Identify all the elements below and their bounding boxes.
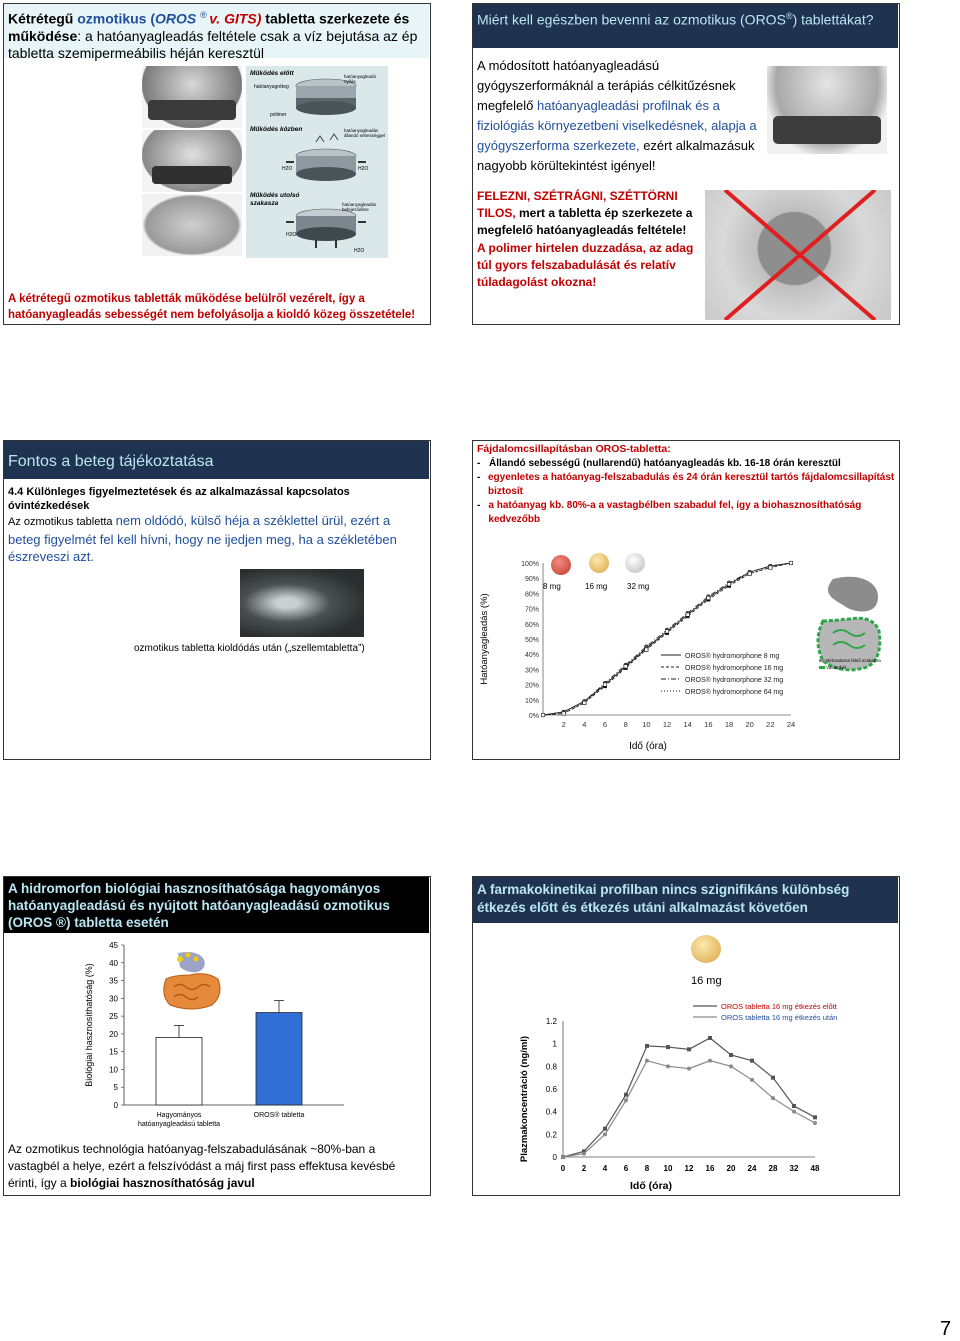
slide-oros-structure (3, 3, 431, 325)
oros-diagram (246, 66, 388, 258)
plasma-concentration-chart (481, 993, 891, 1193)
para-highlight: hatóanyagleadási profilnak és a fiziológiás környezetbeni viselkedésnek, alapja a gyógyszerforma szerkezete, (477, 98, 757, 153)
title-part: Kétrétegű (8, 10, 78, 27)
legend-label: OROS tabletta 16 mg étkezés előtt (721, 1002, 837, 1011)
ghost-tablet-photo (240, 569, 364, 637)
tablet-cross-section-photo (767, 66, 887, 154)
slide-release-profile (472, 440, 900, 760)
title-part: működése (8, 27, 78, 44)
slide1-footer: A kétrétegű ozmotikus tabletták működése belülről vezérelt, így a hatóanyagleadás sebességét nem befolyásolja a kioldó közeg összetétele! (8, 293, 416, 321)
data-point (666, 1064, 670, 1068)
stage-label-before: Működés előtt (250, 70, 294, 77)
para-part: A módosított hatóanyagleadású gyógyszerformáknál a terápiás célkitűzésnek megfelelő (477, 58, 736, 113)
y-tick-label: 15 (109, 1047, 118, 1057)
series-line (563, 1061, 815, 1157)
stage-during-tablet (286, 134, 369, 181)
title-part: v. GITS) (209, 10, 262, 27)
y-tick-label: 0.2 (545, 1130, 557, 1140)
organ-legend (819, 657, 881, 671)
data-point (603, 683, 606, 686)
y-tick-label: 100% (521, 561, 539, 568)
body-part: Az ozmotikus tabletta (8, 516, 116, 528)
warning-no-split (477, 188, 697, 239)
data-point (708, 1059, 712, 1063)
bullet-item: - a hatóanyag kb. 80%-a a vastagbélben szabadul fel, így a biohasznosíthatóság kedvezőbb (477, 499, 895, 527)
tablet-photo-end (142, 194, 242, 256)
data-point (727, 583, 730, 586)
x-tick-label: 32 (789, 1164, 799, 1173)
y-tick-label: 30 (109, 994, 118, 1004)
tablet-dose-label: 16 mg (691, 975, 722, 987)
data-point (603, 1132, 607, 1136)
y-tick-label: 0.6 (545, 1085, 557, 1094)
data-point (624, 665, 627, 668)
x-tick-label: 2 (581, 1164, 587, 1173)
x-tick-label: 6 (602, 720, 608, 729)
x-tick-label: 10 (642, 720, 651, 729)
y-tick-label: 20 (109, 1029, 118, 1039)
x-tick-label: 10 (663, 1164, 673, 1173)
slide5-footer (8, 1141, 426, 1192)
section-title: Különleges figyelmeztetések és az alkalmazással kapcsolatos óvintézkedések (8, 486, 350, 512)
water-label: H2O (354, 248, 365, 254)
y-tick-label: 0.4 (545, 1107, 557, 1117)
x-tick-label: 12 (662, 720, 672, 729)
y-tick-label: 0% (528, 713, 539, 720)
section-heading (8, 485, 426, 513)
data-point (687, 1067, 691, 1071)
y-tick-label: 90% (524, 576, 539, 584)
stage-end-tablet (286, 209, 366, 248)
label-release-constant: hatóanyagleadás állandó sebességgel (344, 128, 386, 138)
data-point (624, 1098, 628, 1102)
water-label: H2O (286, 232, 297, 238)
y-tick-label: 0 (113, 1101, 118, 1110)
legend-item (819, 657, 881, 664)
x-axis-label: Idő (óra) (629, 741, 667, 752)
tablet-8mg (551, 555, 571, 575)
x-tick-label: 16 (704, 720, 713, 729)
legend-label: OROS® hydromorphone 8 mg (685, 653, 780, 660)
legend-text: Vastagbél (826, 665, 846, 670)
category-label: hatóanyagleadású tabletta (137, 1121, 221, 1128)
y-tick-label: 0 (552, 1153, 557, 1162)
title-part: tabletta szerkezete és (261, 10, 410, 27)
warning-part: mert a tabletta ép szerkezete a megfelelő hatóanyagleadás feltétele! (477, 206, 693, 237)
legend-label: OROS® hydromorphone 16 mg (685, 665, 784, 672)
data-point (561, 1155, 565, 1159)
y-tick-label: 40 (109, 958, 118, 968)
slide2-title (473, 4, 898, 48)
slide2-paragraph (477, 56, 759, 176)
y-tick-label: 40% (524, 652, 539, 660)
label-opening: hatóanyagleadó nyílás (344, 74, 377, 84)
data-point (687, 1047, 691, 1051)
title-part: Miért kell egészben bevenni az ozmotikus (OROS (477, 11, 786, 28)
y-tick-label: 45 (109, 941, 118, 950)
x-tick-label: 20 (726, 1164, 736, 1173)
broken-tablet-photo (705, 190, 891, 320)
x-tick-label: 8 (644, 1164, 650, 1173)
data-point (665, 630, 668, 633)
x-tick-label: 48 (810, 1164, 820, 1173)
section-number: 4.4 (8, 486, 24, 498)
data-point (582, 1152, 586, 1156)
data-point (813, 1121, 817, 1125)
registered-mark: ® (785, 11, 793, 21)
bullet-text: egyenletes a hatóanyag-felszabadulás és 24 órán keresztül tartós fájdalomcsillapítást biztosít (488, 472, 895, 497)
y-tick-label: 5 (113, 1083, 118, 1093)
data-point (708, 1036, 712, 1040)
data-point (583, 701, 586, 704)
data-point (624, 1093, 628, 1097)
body-highlight: nem oldódó, külső héja a széklettel ürül, ezért a beteg figyelmét fel kell hívni, hogy ne ijedjen meg, ha a székletében észreveszi azt. (8, 513, 397, 564)
tablet-photo-during (142, 130, 242, 192)
slide-why-whole (472, 3, 900, 325)
legend-label: OROS® hydromorphone 32 mg (685, 677, 784, 684)
label-release-end: hatóanyagleadás befejeződése (342, 202, 377, 212)
data-point (686, 613, 689, 616)
slide-bioavailability (3, 876, 431, 1196)
data-point (813, 1115, 817, 1119)
section-body (8, 512, 426, 565)
data-point (666, 1045, 670, 1049)
data-point (771, 1076, 775, 1080)
warning-part: FELEZNI, SZÉTRÁGNI, SZÉTTÖRNI TILOS, (477, 189, 678, 220)
x-tick-label: 24 (747, 1164, 757, 1173)
category-label: Hagyományos (156, 1112, 202, 1119)
legend-text: Bélcsatorna felső szakasza (826, 658, 881, 663)
y-tick-label: 25 (109, 1012, 118, 1022)
ghost-tablet-caption: ozmotikus tabletta kioldódás után („szellemtabletta”) (134, 643, 365, 654)
title-part: OROS (155, 10, 201, 27)
warning-polymer: A polimer hirtelen duzzadása, az adag túl gyors felszabadulását és relatív túladagolást okozna! (477, 241, 694, 289)
x-tick-label: 6 (623, 1164, 629, 1173)
x-tick-label: 2 (561, 720, 566, 729)
y-axis-label: Plazmakoncentráció (ng/ml) (519, 1035, 530, 1163)
bullet-item: - Állandó sebességű (nullarendű) hatóanyagleadás kb. 16-18 órán keresztül (477, 458, 841, 469)
slide1-title (4, 4, 429, 61)
bar (256, 1013, 302, 1105)
y-tick-label: 1 (552, 1039, 557, 1049)
data-point (769, 566, 772, 569)
y-tick-label: 80% (524, 591, 539, 599)
legend-label: OROS tabletta 16 mg étkezés után (721, 1013, 838, 1022)
y-tick-label: 70% (524, 606, 539, 614)
y-axis-label: Hatóanyagleadás (%) (479, 593, 490, 685)
slide3-title: Fontos a beteg tájékoztatása (4, 441, 429, 479)
stage-label-during: Működés közben (250, 126, 303, 133)
y-axis-label: Biológiai hasznosíthatóság (%) (84, 963, 94, 1087)
data-point (707, 596, 710, 599)
stomach-shape (828, 577, 878, 612)
bullet-list (477, 457, 895, 527)
dose-label: 16 mg (585, 582, 608, 591)
tablet-photo-before (142, 66, 242, 128)
bullet-item: - egyenletes a hatóanyag-felszabadulás és 24 órán keresztül tartós fájdalomcsillapítást biztosít (477, 472, 895, 497)
data-point (645, 648, 648, 651)
data-point (729, 1053, 733, 1057)
para-part: ezért alkalmazásuk nagyobb körültekintést igényel! (477, 138, 755, 173)
slide4-header: Fájdalomcsillapításban OROS-tabletta: (477, 443, 671, 455)
footer-highlight: biológiai hasznosíthatóság javul (70, 1176, 255, 1190)
x-tick-label: 12 (684, 1164, 694, 1173)
dose-label: 8 mg (543, 582, 561, 591)
stage-before-tablet (296, 79, 356, 115)
data-point (603, 1127, 607, 1131)
y-tick-label: 20% (524, 682, 539, 690)
x-tick-label: 28 (768, 1164, 778, 1173)
legend-item (819, 664, 881, 671)
x-tick-label: 22 (766, 720, 775, 729)
x-tick-label: 0 (560, 1164, 566, 1173)
tablet-16mg (589, 553, 609, 573)
x-tick-label: 4 (582, 720, 587, 729)
data-point (792, 1110, 796, 1114)
x-tick-label: 16 (705, 1164, 715, 1173)
slide-patient-info (3, 440, 431, 760)
label-polymer: polimer (270, 112, 287, 118)
title-part: ) tablettákat? (792, 11, 874, 28)
y-tick-label: 60% (524, 621, 539, 629)
data-point (645, 1059, 649, 1063)
y-tick-label: 30% (524, 667, 539, 675)
data-point (562, 712, 565, 715)
data-point (645, 1044, 649, 1048)
data-point (792, 1104, 796, 1108)
data-point (750, 1078, 754, 1082)
water-label: H2O (358, 166, 369, 172)
tablet-16mg-image (691, 935, 721, 963)
y-tick-label: 50% (524, 637, 539, 644)
data-point (771, 1096, 775, 1100)
slide6-title: A farmakokinetikai profilban nincs szignifikáns különbség étkezés előtt és étkezés utáni alkalmazást követően (473, 877, 898, 923)
stage-label-end: Működés utolsó szakasza (250, 192, 300, 207)
title-part: : a hatóanyagleadás feltétele csak a víz bejutása az ép tabletta szemipermeábilis héján keresztül (8, 27, 418, 61)
data-point (541, 713, 544, 716)
y-tick-label: 10% (524, 697, 539, 705)
x-tick-label: 24 (786, 720, 796, 729)
registered-mark: ® (200, 10, 210, 20)
water-label: H2O (282, 166, 293, 172)
y-tick-label: 35 (109, 976, 118, 986)
x-axis-label: Idő (óra) (630, 1180, 672, 1192)
legend-label: OROS® hydromorphone 64 mg (685, 689, 784, 696)
data-point (729, 1064, 733, 1068)
data-point (750, 1059, 754, 1063)
bullet-text: Állandó sebességű (nullarendű) hatóanyagleadás kb. 16-18 órán keresztül (489, 458, 841, 469)
footer-part: Az ozmotikus technológia hatóanyag-felszabadulásának ~80%-ban a vastagbél a helye, ezért a felszívódást a máj first pass effektusa kevésbé érinti, így a (8, 1142, 396, 1190)
x-tick-label: 8 (623, 720, 628, 729)
category-label: OROS® tabletta (253, 1112, 305, 1119)
y-tick-label: 1.2 (545, 1017, 557, 1026)
dose-label: 32 mg (627, 582, 650, 591)
series-line (563, 1038, 815, 1157)
page-number: 7 (940, 1318, 952, 1340)
title-part: ozmotikus ( (77, 10, 156, 27)
x-tick-label: 18 (724, 720, 734, 729)
bullet-text: a hatóanyag kb. 80%-a a vastagbélben szabadul fel, így a biohasznosíthatóság kedvezőbb (488, 500, 862, 525)
x-tick-label: 14 (683, 720, 692, 729)
bar (156, 1037, 202, 1105)
label-drug-layer: hatóanyagréteg (254, 84, 289, 90)
x-tick-label: 20 (745, 720, 754, 729)
slide5-title: A hidromorfon biológiai hasznosíthatósága hagyományos hatóanyagleadású és nyújtott hatóanyagleadású ozmotikus (OROS ®) tabletta esetén (4, 877, 429, 933)
tablet-32mg (625, 553, 645, 573)
intestine-illustration (156, 949, 228, 1013)
x-tick-label: 4 (602, 1164, 608, 1173)
y-tick-label: 0.8 (545, 1062, 557, 1072)
y-tick-label: 10 (109, 1065, 118, 1075)
data-point (789, 561, 792, 564)
slide-pharmacokinetics (472, 876, 900, 1196)
data-point (748, 572, 751, 575)
